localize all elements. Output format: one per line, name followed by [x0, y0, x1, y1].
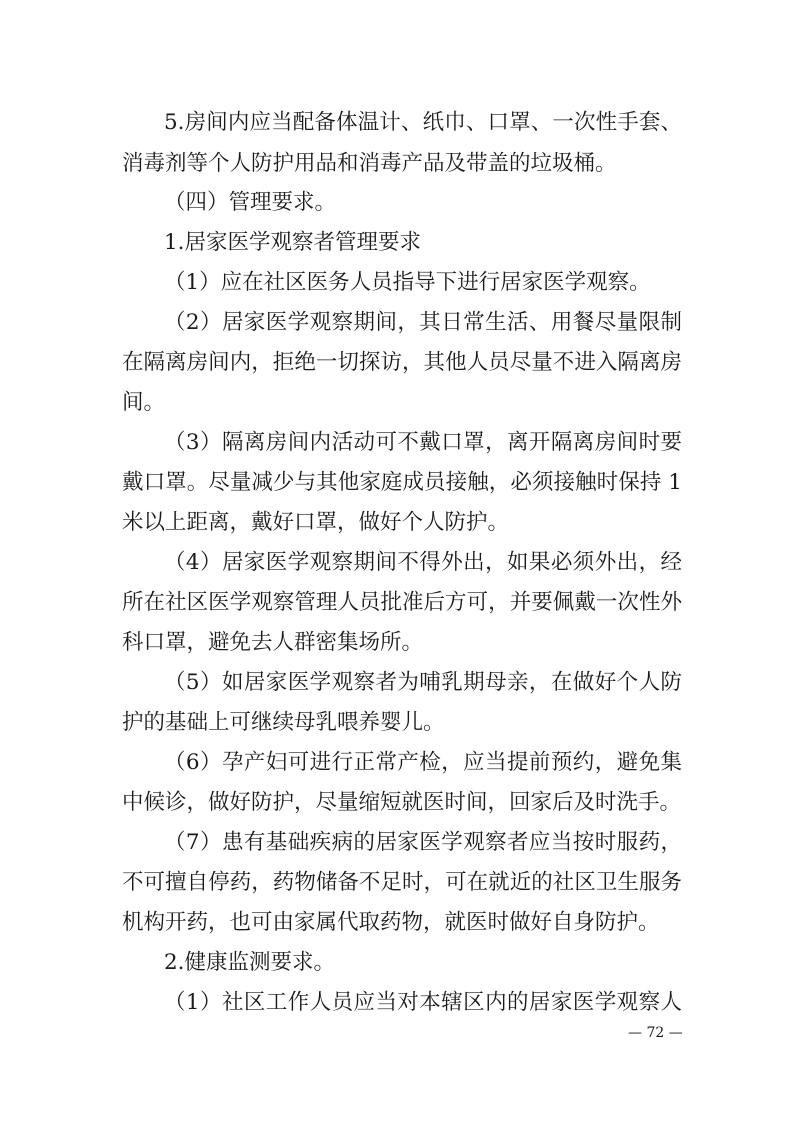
paragraph-line: （1）社区工作人员应当对本辖区内的居家医学观察人	[164, 990, 682, 1015]
section-heading: （四）管理要求。	[164, 190, 337, 215]
paragraph-line: 所在社区医学观察管理人员批准后方可，并要佩戴一次性外	[122, 590, 682, 615]
paragraph-line: 米以上距离，戴好口罩，做好个人防护。	[122, 510, 510, 535]
page-number: — 72 —	[628, 1025, 683, 1041]
paragraph-line: （5）如居家医学观察者为哺乳期母亲，在做好个人防	[164, 670, 682, 695]
paragraph-line: 不可擅自停药，药物储备不足时，可在就近的社区卫生服务	[122, 870, 682, 895]
paragraph-line: （7）患有基础疾病的居家医学观察者应当按时服药，	[164, 830, 682, 855]
paragraph-line: （6）孕产妇可进行正常产检，应当提前预约，避免集	[164, 750, 682, 775]
paragraph-line: 戴口罩。尽量减少与其他家庭成员接触，必须接触时保持 1	[122, 470, 682, 495]
paragraph-line: （4）居家医学观察期间不得外出，如果必须外出，经	[164, 550, 682, 575]
paragraph-line: 间。	[122, 390, 166, 415]
subsection-heading: 2.健康监测要求。	[164, 950, 336, 975]
paragraph-line: 机构开药，也可由家属代取药物，就医时做好自身防护。	[122, 910, 660, 935]
subsection-heading: 1.居家医学观察者管理要求	[164, 230, 422, 255]
paragraph-line: 科口罩，避免去人群密集场所。	[122, 630, 424, 655]
paragraph-line: 中候诊，做好防护，尽量缩短就医时间，回家后及时洗手。	[122, 790, 682, 815]
paragraph-line: （1）应在社区医务人员指导下进行居家医学观察。	[164, 270, 651, 295]
paragraph-line: （2）居家医学观察期间，其日常生活、用餐尽量限制	[164, 310, 682, 335]
paragraph-line: 在隔离房间内，拒绝一切探访，其他人员尽量不进入隔离房	[122, 350, 682, 375]
paragraph-line: 消毒剂等个人防护用品和消毒产品及带盖的垃圾桶。	[122, 151, 617, 176]
paragraph-line: 5.房间内应当配备体温计、纸巾、口罩、一次性手套、	[164, 110, 682, 135]
paragraph-line: （3）隔离房间内活动可不戴口罩，离开隔离房间时要	[164, 430, 682, 455]
paragraph-line: 护的基础上可继续母乳喂养婴儿。	[122, 710, 445, 735]
